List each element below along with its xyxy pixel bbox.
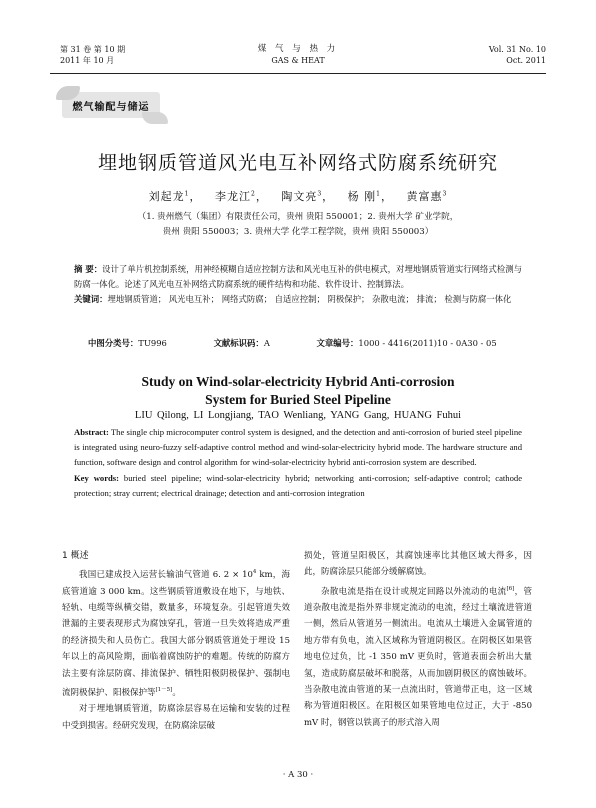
body-column-left: [62, 548, 290, 734]
authors-en: LIU Qilong, LI Longjiang, TAO Wenliang, YANG Gang, HUANG Fuhui: [134, 410, 462, 421]
body-text: 。: [172, 687, 181, 698]
author-affiliation-mark: 3: [442, 190, 448, 198]
leaf-icon: [142, 112, 168, 124]
volume-issue: 第 31 卷 第 10 期: [60, 45, 126, 54]
author-name: 杨 刚: [347, 190, 377, 203]
body-paragraph: 损处，管道呈阳极区，其腐蚀速率比其他区域大得多，因此，防腐涂层只能部分缓解腐蚀。: [304, 551, 532, 578]
affiliations-cn: [60, 210, 536, 240]
article-id-value: 1000 - 4416(2011)10 - 0A30 - 05: [358, 338, 497, 348]
superscript: 4: [252, 569, 257, 576]
paper-title-en: [0, 373, 596, 409]
citation-marker: [6]: [506, 585, 515, 592]
author-affiliation-mark: 2: [251, 190, 256, 198]
doc-code-field: [214, 338, 292, 348]
header-right: [489, 44, 546, 66]
header-rule: [50, 73, 546, 74]
clc-field: [88, 338, 189, 348]
body-column-right: [304, 548, 532, 731]
body-paragraph: [304, 581, 532, 731]
section-tag-label: 燃气输配与储运: [72, 102, 150, 113]
body-text: ，管道杂散电流是指外界非规定流动的电流，经过土壤流进管道一侧，然后从管道另一侧流出。电流从土壤进入金属管道的地方带有负电，流入区域称为管道阴极区。在阴极区如果管地电位过负，比 -1 350 mV 更负时，管道表面会析出大量氢，造成防腐层破坏和脱落，从而加剧阴极区的腐蚀破坏。当杂散电流由管道的某一点流出时，管道带正电，这一区域称为管道阳极区。在阳极区如果管地电位过正，大于 -850 mV 时，钢管以铁离子的形式溶入周: [304, 586, 532, 728]
author-affiliation-mark: 1: [184, 190, 190, 198]
article-id-field: [317, 338, 519, 348]
authors-cn: 刘起龙$^1$， 李龙江$^2$， 陶文亮$^3$， 杨 刚$^1$， 黄富惠$^3$: [148, 190, 448, 203]
clc-value: TU996: [138, 338, 167, 348]
keywords-en-paragraph: [74, 471, 522, 501]
abstract-en-text: The single chip microcomputer control system is designed, and the detection and anti-corrosion of buried steel pipeline is integrated using neuro-fuzzy self-adaptive control method and wind-solar-electricity hybrid mode. The hardware structure and function, software design and control algorithm for wind-solar-electricity hybrid anti-corrosion system are described.: [74, 427, 522, 468]
abstract-en-label: Abstract:: [74, 427, 109, 437]
section-tag: [62, 92, 160, 118]
abstract-cn-label: 摘 要：: [74, 264, 103, 274]
abstract-en: [74, 425, 522, 501]
issue-date-cn: 2011 年 10 月: [60, 56, 115, 65]
header-center: [50, 44, 546, 66]
abstract-cn-text: 设计了单片机控制系统，用神经模糊自适应控制方法和风光电互补的供电模式，对埋地钢质管道实行网络式检测与防腐一体化。论述了风光电互补网络式防腐系统的硬件结构和功能、软件设计、控制算法。: [74, 264, 522, 289]
body-paragraph: 对于埋地钢质管道，防腐涂层容易在运输和安装的过程中受到损害。经研究发现，在防腐涂层破: [62, 704, 290, 731]
issue-date-en: Oct. 2011: [506, 56, 546, 65]
section-heading: 1 概述: [62, 551, 89, 561]
body-text: 我国已建成投入运营长输油气管道 6. 2 × 10: [79, 570, 253, 581]
page-number: · A 30 ·: [282, 770, 314, 780]
classification-metadata: [88, 337, 541, 349]
journal-name-en: GAS & HEAT: [271, 56, 325, 65]
author-name: 黄富惠: [406, 190, 443, 203]
volume-issue-en: Vol. 31 No. 10: [488, 45, 546, 54]
article-id-label: 文章编号：: [316, 338, 359, 348]
affiliation-line: （1. 贵州燃气（集团）有限责任公司，贵州 贵阳 550001；2. 贵州大学 矿业学院，: [137, 212, 459, 222]
keywords-en-text: buried steel pipeline; wind-solar-electricity hybrid; networking anti-corrosion; self-adaptive control; cathode protection; stray current; electrical drainage; detection and anti-corrosion integration: [74, 472, 523, 498]
abstract-cn: [74, 262, 522, 307]
title-en-line: Study on Wind-solar-electricity Hybrid Anti-corrosion: [141, 374, 455, 389]
journal-name-cn: 煤 气 与 热 力: [257, 44, 339, 54]
paper-title-cn: 埋地钢质管道风光电互补网络式防腐系统研究: [97, 152, 498, 174]
body-paragraph: [62, 564, 290, 701]
abstract-cn-paragraph: [74, 262, 522, 292]
author-affiliation-mark: 1: [376, 190, 381, 198]
body-text: km，海底管道逾 3 000 km。这些钢质管道敷设在地下，与地铁、轻轨、电缆等纵横交错，数量多，环境复杂。引起管道失效泄漏的主要表现形式为腐蚀穿孔，管道一旦失效将造成严重的经济损失和人员伤亡。我国大部分钢质管道处于埋设 15 年以上的高风险期，面临着腐蚀防护的难题。传统的防腐方法主要有涂层防腐、排流保护、牺牲阳极阴极保护、强制电流阴极保护、阳极保护等: [62, 570, 290, 698]
body-text: 杂散电流是指在设计或规定回路以外流动的电流: [321, 586, 507, 597]
keywords-cn-text: 埋地钢质管道； 风光电互补； 网络式防腐； 自适应控制； 阴极保护； 杂散电流； 排流； 检测与防腐一体化: [107, 294, 512, 304]
keywords-en-label: Key words:: [74, 472, 120, 483]
affiliation-line: 贵州 贵阳 550003；3. 贵州大学 化学工程学院，贵州 贵阳 550003）: [162, 227, 434, 237]
keywords-cn-paragraph: [74, 292, 522, 307]
doc-code-label: 文献标识码：: [213, 338, 264, 348]
doc-code-value: A: [263, 338, 270, 348]
author-name: 陶文亮: [281, 190, 318, 203]
clc-label: 中图分类号：: [88, 338, 139, 348]
keywords-cn-label: 关键词：: [74, 294, 108, 304]
abstract-en-paragraph: [74, 425, 522, 471]
author-affiliation-mark: 3: [317, 190, 323, 198]
running-header: [50, 44, 546, 72]
citation-marker: [1－5]: [155, 687, 173, 694]
author-name: 刘起龙: [148, 190, 185, 203]
title-en-line: System for Buried Steel Pipeline: [205, 392, 391, 407]
author-name: 李龙江: [215, 190, 251, 203]
